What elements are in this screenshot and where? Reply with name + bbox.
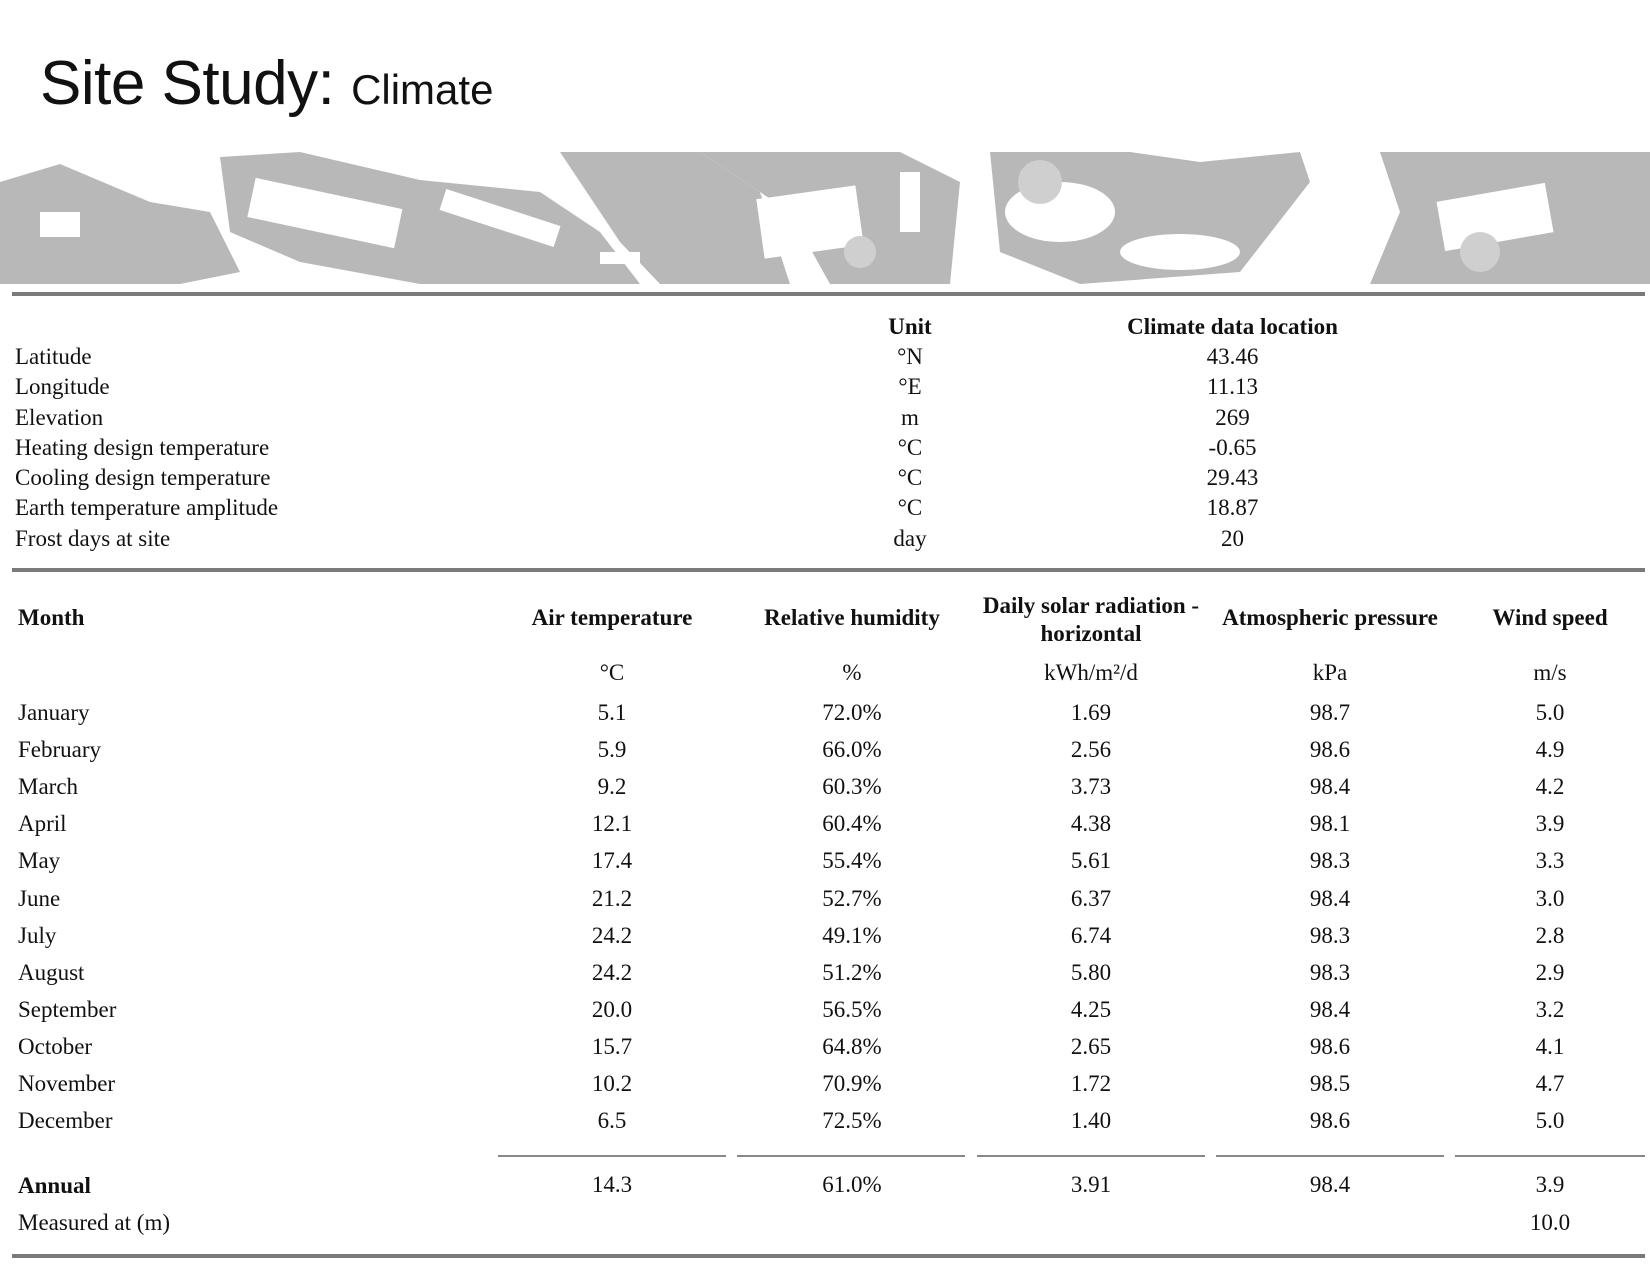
- bottom-rule: [12, 1254, 1645, 1258]
- month-name: April: [18, 811, 67, 836]
- middle-rule: [12, 568, 1645, 572]
- solar-radiation-value: 5.61: [1070, 848, 1112, 873]
- location-label: Longitude: [15, 374, 110, 399]
- wind-speed-value: 4.9: [1535, 737, 1565, 762]
- solar-radiation-value: 6.74: [1070, 923, 1112, 948]
- location-value: -0.65: [1208, 435, 1257, 460]
- annual-label: Annual: [18, 1173, 91, 1198]
- location-value: 269: [1215, 405, 1250, 430]
- climate-location-header: Climate data location: [1127, 314, 1338, 339]
- location-value: 18.87: [1206, 495, 1259, 520]
- annual-divider: [737, 1155, 965, 1157]
- relative-humidity-value: 60.3%: [822, 774, 882, 799]
- annual-atmospheric-pressure: 98.4: [1309, 1172, 1351, 1197]
- wind-speed-value: 4.7: [1535, 1071, 1565, 1096]
- solar-radiation-unit: kWh/m²/d: [1044, 660, 1138, 685]
- solar-radiation-value: 3.73: [1070, 774, 1112, 799]
- wind-speed-value: 3.2: [1535, 997, 1565, 1022]
- month-name: February: [18, 737, 102, 762]
- atmospheric-pressure-value: 98.6: [1309, 1034, 1351, 1059]
- atmospheric-pressure-value: 98.7: [1309, 700, 1351, 725]
- relative-humidity-value: 56.5%: [822, 997, 882, 1022]
- page-title-sub: Climate: [351, 66, 494, 113]
- location-label: Earth temperature amplitude: [15, 495, 279, 520]
- annual-divider: [498, 1155, 726, 1157]
- top-rule: [12, 292, 1645, 296]
- solar-radiation-value: 5.80: [1070, 960, 1112, 985]
- air-temperature-value: 5.1: [597, 700, 627, 725]
- air-temperature-value: 9.2: [597, 774, 627, 799]
- location-unit: °N: [897, 344, 923, 369]
- location-unit: m: [901, 405, 919, 430]
- wind-speed-value: 3.9: [1535, 811, 1565, 836]
- air-temperature-value: 15.7: [591, 1034, 633, 1059]
- month-name: July: [18, 923, 57, 948]
- month-name: August: [18, 960, 85, 985]
- air-temperature-value: 24.2: [591, 923, 633, 948]
- solar-radiation-value: 2.56: [1070, 737, 1112, 762]
- solar-radiation-value: 2.65: [1070, 1034, 1112, 1059]
- wind-speed-value: 5.0: [1535, 1108, 1565, 1133]
- relative-humidity-value: 66.0%: [822, 737, 882, 762]
- annual-divider: [1455, 1155, 1645, 1157]
- month-name: December: [18, 1108, 113, 1133]
- month-name: May: [18, 848, 61, 873]
- annual-relative-humidity: 61.0%: [822, 1172, 882, 1197]
- relative-humidity-unit: %: [842, 660, 862, 685]
- relative-humidity-value: 49.1%: [822, 923, 882, 948]
- page-title-main: Site Study:: [40, 49, 352, 118]
- solar-radiation-header: Daily solar radiation - horizontal: [982, 593, 1200, 646]
- location-value: 11.13: [1207, 374, 1258, 399]
- atmospheric-pressure-value: 98.3: [1309, 923, 1351, 948]
- relative-humidity-value: 64.8%: [822, 1034, 882, 1059]
- page-title: [40, 48, 493, 119]
- atmospheric-pressure-value: 98.6: [1309, 1108, 1351, 1133]
- unit-header: Unit: [888, 314, 932, 339]
- relative-humidity-value: 72.5%: [822, 1108, 882, 1133]
- air-temperature-value: 24.2: [591, 960, 633, 985]
- location-label: Frost days at site: [15, 526, 171, 551]
- month-header: Month: [18, 605, 85, 630]
- air-temperature-value: 10.2: [591, 1071, 633, 1096]
- air-temperature-value: 6.5: [597, 1108, 627, 1133]
- location-label: Heating design temperature: [15, 435, 270, 460]
- measured-at-label: Measured at (m): [18, 1210, 170, 1235]
- atmospheric-pressure-value: 98.4: [1309, 774, 1351, 799]
- solar-radiation-value: 1.40: [1070, 1108, 1112, 1133]
- air-temperature-value: 5.9: [597, 737, 627, 762]
- wind-speed-value: 2.9: [1535, 960, 1565, 985]
- location-value: 29.43: [1206, 465, 1259, 490]
- location-unit: °C: [897, 495, 923, 520]
- atmospheric-pressure-value: 98.3: [1309, 848, 1351, 873]
- air-temperature-header: Air temperature: [531, 605, 693, 630]
- solar-radiation-value: 4.38: [1070, 811, 1112, 836]
- air-temperature-value: 20.0: [591, 997, 633, 1022]
- atmospheric-pressure-value: 98.1: [1309, 811, 1351, 836]
- location-unit: day: [893, 526, 927, 551]
- atmospheric-pressure-value: 98.3: [1309, 960, 1351, 985]
- atmospheric-pressure-value: 98.4: [1309, 886, 1351, 911]
- wind-speed-value: 4.1: [1535, 1034, 1565, 1059]
- wind-speed-value: 3.0: [1535, 886, 1565, 911]
- solar-radiation-value: 1.69: [1070, 700, 1112, 725]
- wind-speed-value: 4.2: [1535, 774, 1565, 799]
- location-label: Latitude: [15, 344, 92, 369]
- location-unit: °C: [897, 465, 923, 490]
- month-name: October: [18, 1034, 93, 1059]
- relative-humidity-value: 60.4%: [822, 811, 882, 836]
- month-name: November: [18, 1071, 116, 1096]
- atmospheric-pressure-value: 98.5: [1309, 1071, 1351, 1096]
- relative-humidity-value: 72.0%: [822, 700, 882, 725]
- air-temperature-value: 12.1: [591, 811, 633, 836]
- solar-radiation-value: 1.72: [1070, 1071, 1112, 1096]
- air-temperature-unit: °C: [599, 660, 625, 685]
- relative-humidity-value: 52.7%: [822, 886, 882, 911]
- wind-speed-header: Wind speed: [1492, 605, 1608, 630]
- annual-divider: [977, 1155, 1205, 1157]
- solar-radiation-value: 4.25: [1070, 997, 1112, 1022]
- air-temperature-value: 17.4: [591, 848, 633, 873]
- annual-air-temperature: 14.3: [591, 1172, 633, 1197]
- relative-humidity-header: Relative humidity: [764, 605, 940, 630]
- month-name: March: [18, 774, 79, 799]
- month-name: September: [18, 997, 117, 1022]
- relative-humidity-value: 55.4%: [822, 848, 882, 873]
- month-name: June: [18, 886, 61, 911]
- annual-divider: [1216, 1155, 1444, 1157]
- atmospheric-pressure-value: 98.4: [1309, 997, 1351, 1022]
- air-temperature-value: 21.2: [591, 886, 633, 911]
- wind-speed-unit: m/s: [1533, 660, 1567, 685]
- wind-speed-value: 2.8: [1535, 923, 1565, 948]
- site-map-banner: [0, 152, 1650, 284]
- annual-wind-speed: 3.9: [1535, 1172, 1565, 1197]
- relative-humidity-value: 70.9%: [822, 1071, 882, 1096]
- wind-speed-value: 3.3: [1535, 848, 1565, 873]
- annual-solar-radiation: 3.91: [1070, 1172, 1112, 1197]
- atmospheric-pressure-value: 98.6: [1309, 737, 1351, 762]
- atmospheric-pressure-header: Atmospheric pressure: [1222, 605, 1438, 630]
- location-value: 43.46: [1206, 344, 1259, 369]
- location-label: Cooling design temperature: [15, 465, 271, 490]
- solar-radiation-value: 6.37: [1070, 886, 1112, 911]
- location-value: 20: [1221, 526, 1244, 551]
- wind-speed-value: 5.0: [1535, 700, 1565, 725]
- location-unit: °E: [898, 374, 922, 399]
- relative-humidity-value: 51.2%: [822, 960, 882, 985]
- atmospheric-pressure-unit: kPa: [1312, 660, 1348, 685]
- measured-at-value: 10.0: [1529, 1210, 1571, 1235]
- location-label: Elevation: [15, 405, 104, 430]
- month-name: January: [18, 700, 90, 725]
- location-unit: °C: [897, 435, 923, 460]
